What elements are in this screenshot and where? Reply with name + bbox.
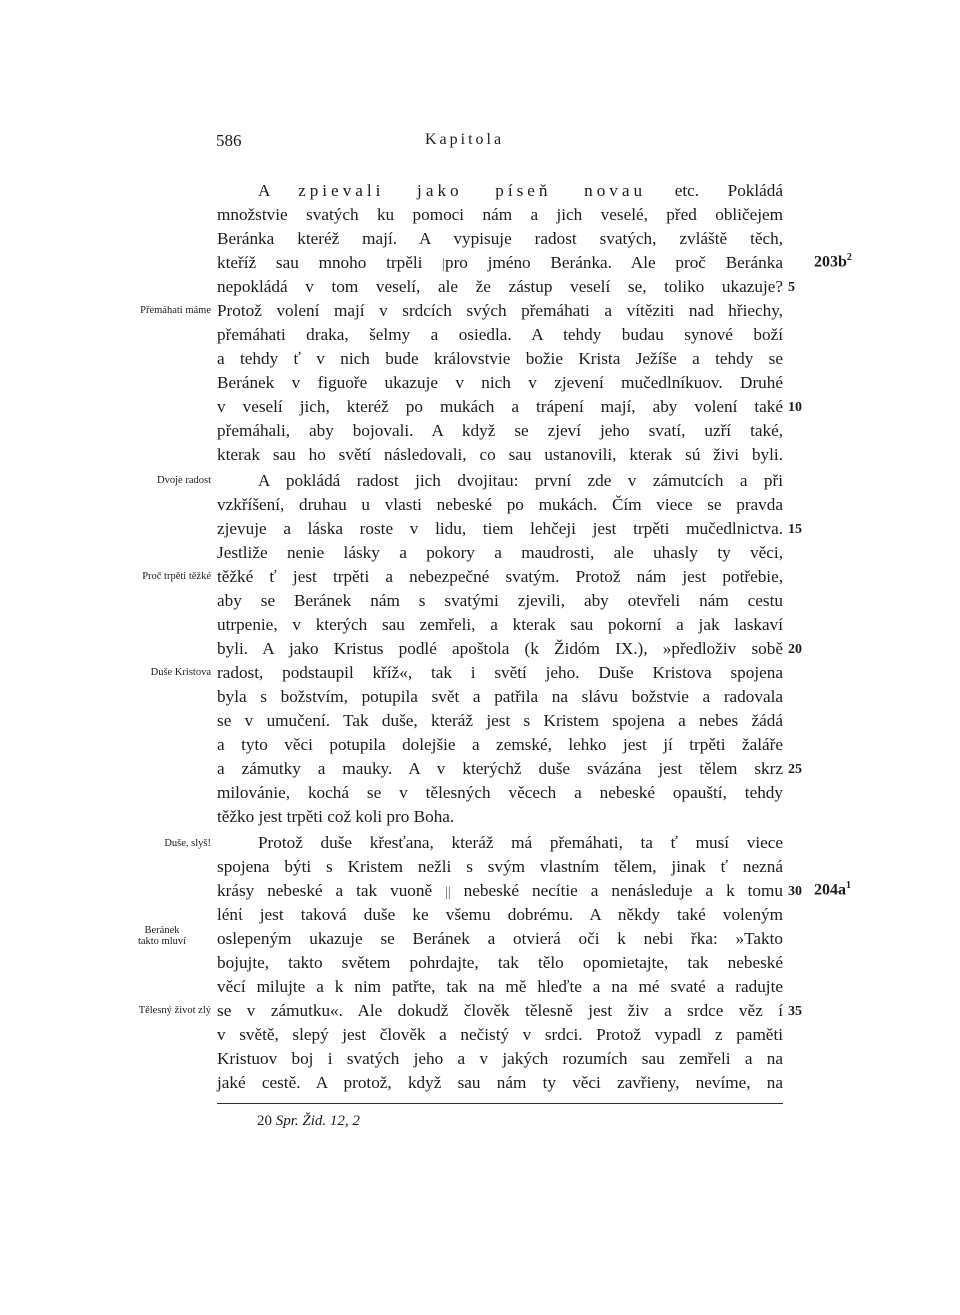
margin-note: takto mluví — [137, 936, 187, 947]
text-line: Beránka kteréž mají. A vypisuje radost svatých, zvláště těch, — [217, 229, 783, 248]
text-line: radost, podstaupil kříž«, tak i světí jeho. Duše Kristova spojena — [217, 663, 783, 682]
text-line: množstvie svatých ku pomoci nám a jich veselé, před obličejem — [217, 205, 783, 224]
text-line: zjevuje a láska roste v lidu, tiem lehčeji jest trpěti mučedlnictva. — [217, 519, 783, 538]
text-line: spojena býti s Kristem nežli s svým vlastním tělem, jinak ť nezná — [217, 857, 783, 876]
footnote: 20 Spr. Žid. 12, 2 — [257, 1113, 360, 1129]
text-line: a zámutky a mauky. A v kterýchž duše svázána jest tělem skrz — [217, 759, 783, 778]
text-line: jaké cestě. A protož, když sau nám ty věci zavřieny, nevíme, na — [217, 1073, 783, 1092]
text-line: Jestliže nenie lásky a pokory a maudrosti, ale uhasly ty věci, — [217, 543, 783, 562]
margin-note: Proč trpěti těžké — [142, 571, 211, 582]
margin-note: Přemáhati máme — [140, 305, 211, 316]
line-number: 5 — [788, 280, 795, 295]
text-line: v světě, slepý jest člověk a nečistý v srdci. Protož vypadl z paměti — [217, 1025, 783, 1044]
running-head: Kapitola — [425, 131, 505, 148]
text-line: oslepeným ukazuje se Beránek a otvierá oči k nebi řka: »Takto — [217, 929, 783, 948]
text-line: Protož duše křesťana, kteráž má přemáhati, ta ť musí viece — [258, 833, 783, 852]
text-line: těžké ť jest trpěti a nebezpečné svatým. Protož nám jest potřebie, — [217, 567, 783, 586]
text-line: byli. A jako Kristus podlé apoštola (k Židóm IX.), »předloživ sobě — [217, 639, 783, 658]
folio-reference: $203b^2$ — [814, 252, 852, 271]
text-line: krásy nebeské a tak vuoně || nebeské necítie a nenásleduje a k tomu — [217, 881, 783, 900]
margin-note: Tělesný život zlý — [138, 1005, 211, 1016]
margin-note: Duše, slyš! — [164, 838, 211, 849]
text-line: utrpenie, v kterých sau zemřeli, a kterak sau pokorní a jak laskaví — [217, 615, 783, 634]
text-line: milovánie, kochá se v tělesných věcech a nebeské opauští, tehdy — [217, 783, 783, 802]
text-line: lénί jest taková duše ke všemu dobrému. A někdy také voleným — [217, 905, 783, 924]
text-line: kterak sau ho světí následovali, co sau ustanovili, kterak sú živi byli. — [217, 445, 783, 464]
folio-reference: $204a^1$ — [814, 880, 851, 899]
text-line: A pokládá radost jich dvojitau: první zde v zámutcích a při — [258, 471, 783, 490]
text-line: byla s božstvím, potupila svět a patřila na slávu božstvie a radovala — [217, 687, 783, 706]
text-line: A zpievali jako píseň novau etc. Pokládá — [258, 181, 784, 200]
line-number: 30 — [788, 884, 802, 899]
text-line: se v zámutku«. Ale dokudž člověk tělesně jest živ a srdce věz í — [217, 1001, 783, 1020]
line-number: 15 — [788, 522, 802, 537]
text-line: těžko jest trpěti což koli pro Boha. — [217, 807, 455, 826]
text-line: kteříž sau mnoho trpěli |pro jméno Beránka. Ale proč Beránka — [217, 253, 783, 272]
margin-note: Beránek — [144, 925, 180, 936]
footnote-rule — [217, 1103, 783, 1104]
line-number: 20 — [788, 642, 802, 657]
text-line: vzkříšení, druhau u vlasti nebeské po mukách. Čím viece se pravda — [217, 495, 783, 514]
text-line: nepokládá v tom veselí, ale že zástup veselí se, toliko ukazuje? — [217, 277, 783, 296]
text-line: přemáhati draka, šelmy a osiedla. A tehdy budau synové boží — [217, 325, 783, 344]
text-line: bojujte, takto světem pohrdajte, tak tělo opomietajte, tak nebeské — [217, 953, 783, 972]
line-number: 10 — [788, 400, 802, 415]
margin-note: Dvoje radost — [157, 475, 211, 486]
text-line: Protož volení mají v srdcích svých přemáhati a vítěziti nad hřiechy, — [217, 301, 783, 320]
line-number: 25 — [788, 762, 802, 777]
page-number: 586 — [216, 131, 242, 150]
text-line: a tyto věci potupila dolejšie a zemské, lehko jest jí trpěti žaláře — [217, 735, 783, 754]
text-line: Beránek v figuoře ukazuje v nich v zjevení mučedlníkuov. Druhé — [217, 373, 783, 392]
text-line: věcí milujte a k nim patřte, tak na mě hleďte a na mé svaté a radujte — [217, 977, 783, 996]
line-number: 35 — [788, 1004, 802, 1019]
text-line: přemáhali, aby bojovali. A když se zjeví jeho svatí, uzří také, — [217, 421, 783, 440]
text-line: a tehdy ť v nich bude královstvie božie Krista Ježíše a tehdy se — [217, 349, 783, 368]
margin-note: Duše Kristova — [150, 667, 211, 678]
text-line: se v umučení. Tak duše, kteráž jest s Kristem spojena a nebes žádá — [217, 711, 783, 730]
text-line: aby se Beránek nám s svatými zjevili, aby otevřeli nám cestu — [217, 591, 783, 610]
text-line: Kristuov boj i svatých jeho a v jakých rozumích sau zemřeli a na — [217, 1049, 783, 1068]
text-line: v veselí jich, kteréž po mukách a trápení mají, aby volení také — [217, 397, 783, 416]
